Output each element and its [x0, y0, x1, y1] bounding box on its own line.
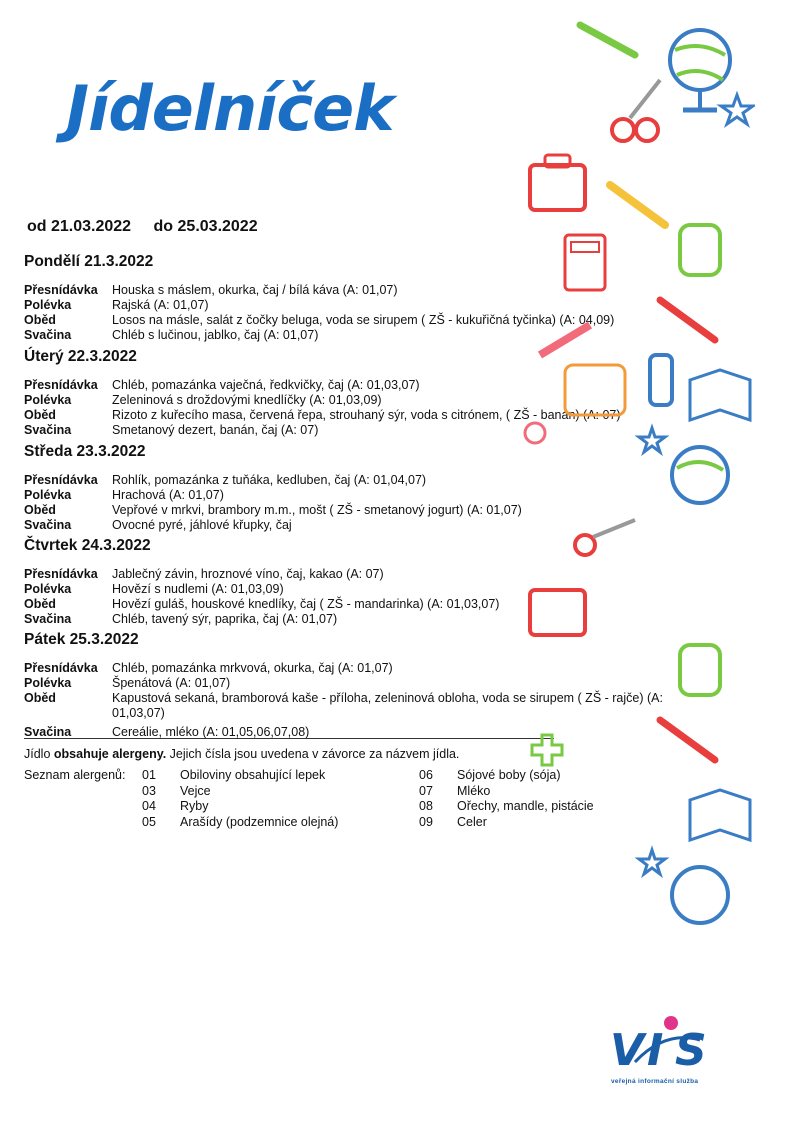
meal-text: Hrachová (A: 01,07)	[112, 488, 224, 502]
meal-text: Rohlík, pomazánka z tuňáka, kedluben, čaj (A: 01,04,07)	[112, 473, 427, 487]
school-supplies-decoration	[505, 0, 755, 1000]
allergen-number: 08	[419, 799, 433, 813]
day-title: Úterý 22.3.2022	[24, 348, 137, 365]
suitcase-icon	[530, 155, 585, 210]
scissors-icon	[575, 520, 635, 555]
allergen-name: Obiloviny obsahující lepek	[180, 768, 326, 782]
meal-label: Polévka	[24, 676, 72, 690]
allergen-name: Ořechy, mandle, pistácie	[457, 799, 594, 813]
meal-label: Přesnídávka	[24, 567, 98, 581]
meal-text: Smetanový dezert, banán, čaj (A: 07)	[112, 423, 319, 437]
allergen-name: Celer	[457, 814, 487, 829]
meal-label: Oběd	[24, 408, 56, 422]
meal-text: Vepřové v mrkvi, brambory m.m., mošt ( ZŠ - smetanový jogurt) (A: 01,07)	[112, 503, 522, 517]
meal-text: Chléb, pomazánka vaječná, ředkvičky, čaj (A: 01,03,07)	[112, 378, 420, 392]
flower-icon	[525, 423, 545, 443]
meal-text: Chléb, tavený sýr, paprika, čaj (A: 01,07)	[112, 612, 338, 626]
scissors-icon	[612, 80, 660, 141]
meal-label: Svačina	[24, 612, 72, 626]
day-title: Pátek 25.3.2022	[24, 631, 139, 648]
meal-text: Zeleninová s droždovými knedlíčky (A: 01,03,09)	[112, 393, 382, 407]
meal-text: Chléb, pomazánka mrkvová, okurka, čaj (A: 01,07)	[112, 661, 393, 675]
day-title: Středa 23.3.2022	[24, 443, 146, 460]
allergen-item	[142, 799, 208, 815]
note-suffix: Jejich čísla jsou uvedena v závorce za názvem jídla.	[166, 747, 460, 761]
meal-text: Hovězí s nudlemi (A: 01,03,09)	[112, 582, 284, 596]
calculator-icon	[565, 235, 605, 290]
svg-text:V: V	[610, 1025, 645, 1076]
meal-label: Svačina	[24, 518, 72, 532]
allergen-number: 06	[419, 768, 433, 782]
meal-label: Polévka	[24, 488, 72, 502]
allergen-note	[24, 747, 459, 761]
allergen-name: Vejce	[180, 783, 211, 798]
meal-label: Oběd	[24, 691, 56, 705]
meal-text: Ovocné pyré, jáhlové křupky, čaj	[112, 518, 292, 532]
allergen-name: Mléko	[457, 783, 491, 798]
pencil-icon	[660, 720, 715, 760]
period-from: od 21.03.2022	[27, 218, 132, 235]
allergen-number: 07	[419, 783, 433, 798]
meal-label: Přesnídávka	[24, 661, 98, 675]
allergen-number: 09	[419, 814, 433, 829]
allergen-number: 05	[142, 814, 156, 829]
allergen-number: 04	[142, 799, 156, 813]
allergen-number: 01	[142, 768, 156, 782]
star-icon	[639, 428, 665, 452]
meal-text: Rizoto z kuřecího masa, červená řepa, strouhaný sýr, voda s citrónem, ( ZŠ - banán) (A: 07)	[112, 408, 621, 422]
meal-text: Losos na másle, salát z čočky beluga, voda se sirupem ( ZŠ - kukuřičná tyčinka) (A: 04,09)	[112, 313, 615, 327]
globe-icon	[672, 867, 728, 923]
meal-label: Svačina	[24, 328, 72, 342]
allergen-item	[419, 815, 487, 831]
meal-label: Oběd	[24, 597, 56, 611]
meal-text: Kapustová sekaná, bramborová kaše - příloha, zeleninová obloha, voda se sirupem ( ZŠ - rajče) (A: 01,03,07)	[112, 691, 663, 720]
meal-label: Přesnídávka	[24, 378, 98, 392]
allergen-number: 03	[142, 783, 156, 798]
allergen-name: Ryby	[180, 799, 209, 813]
meal-text: Rajská (A: 01,07)	[112, 298, 209, 312]
bag-icon	[565, 365, 625, 415]
meal-text: Houska s máslem, okurka, čaj / bílá káva (A: 01,07)	[112, 283, 398, 297]
allergen-item	[142, 784, 211, 800]
day-title: Čtvrtek 24.3.2022	[24, 537, 151, 554]
meal-text: Cereálie, mléko (A: 01,05,06,07,08)	[112, 725, 310, 739]
meal-text: Jablečný závin, hroznové víno, čaj, kakao (A: 07)	[112, 567, 384, 581]
meal-text: Hovězí guláš, houskové knedlíky, čaj ( ZŠ - mandarinka) (A: 01,03,07)	[112, 597, 500, 611]
globe-icon	[670, 30, 730, 110]
meal-label: Oběd	[24, 313, 56, 327]
day-title: Pondělí 21.3.2022	[24, 253, 154, 270]
meal-label: Svačina	[24, 725, 72, 739]
note-bold: obsahuje alergeny.	[53, 747, 167, 761]
allergen-item	[419, 784, 490, 800]
meal-label: Přesnídávka	[24, 473, 98, 487]
pencil-icon	[580, 25, 635, 55]
allergen-item	[142, 815, 338, 831]
svg-text:S: S	[675, 1025, 707, 1076]
star-icon	[721, 95, 753, 124]
meal-label: Polévka	[24, 393, 72, 407]
period-to: do 25.03.2022	[153, 218, 258, 235]
ruler-icon	[540, 325, 590, 355]
cross-icon	[532, 735, 562, 765]
meal-label: Oběd	[24, 503, 56, 517]
meal-text: Špenátová (A: 01,07)	[112, 676, 231, 690]
meal-label: Polévka	[24, 298, 72, 312]
note-prefix: Jídlo	[24, 747, 54, 761]
allergen-name: Arašídy (podzemnice olejná)	[180, 814, 339, 829]
divider	[24, 738, 554, 739]
allergen-list-label: Seznam alergenů:	[24, 768, 126, 782]
allergen-item	[142, 768, 325, 784]
glue-stick-icon	[650, 355, 672, 405]
meal-text: Chléb s lučinou, jablko, čaj (A: 01,07)	[112, 328, 319, 342]
allergen-name: Sójové boby (sója)	[457, 768, 561, 782]
globe-icon	[672, 447, 728, 503]
meal-label: Svačina	[24, 423, 72, 437]
suitcase-icon	[530, 590, 585, 635]
book-icon	[690, 790, 750, 840]
logo-tagline: veřejná informační služba	[611, 1078, 699, 1085]
star-icon	[639, 850, 665, 874]
backpack-icon	[680, 645, 720, 695]
meal-label: Přesnídávka	[24, 283, 98, 297]
pencil-icon	[660, 300, 715, 340]
menu-period	[27, 218, 258, 236]
book-icon	[690, 370, 750, 420]
meal-label: Polévka	[24, 582, 72, 596]
pencil-icon	[610, 185, 665, 225]
page-title: Jídelníček	[66, 72, 394, 145]
backpack-icon	[680, 225, 720, 275]
svg-text:I: I	[647, 1025, 664, 1076]
